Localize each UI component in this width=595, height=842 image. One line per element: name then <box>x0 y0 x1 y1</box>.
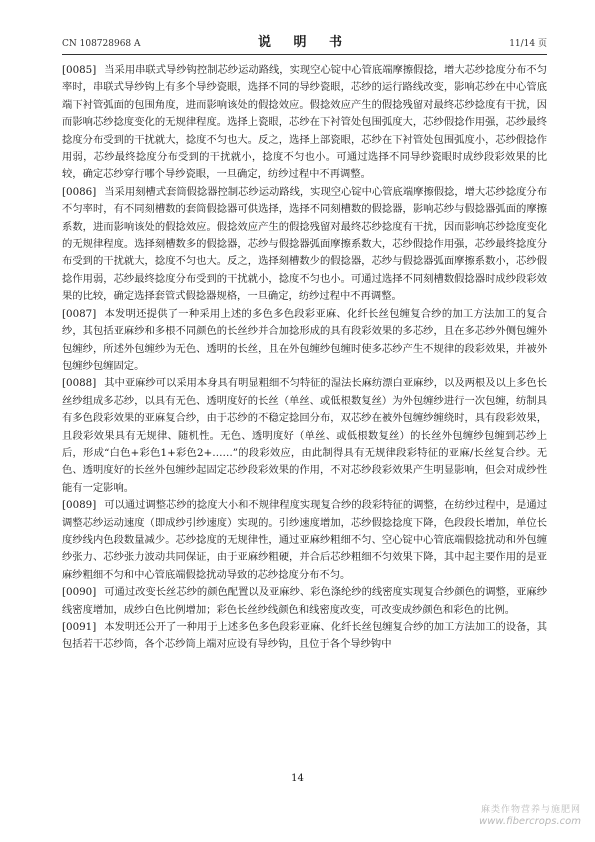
paragraph-number: [0088] <box>62 377 97 390</box>
paragraph-0085 <box>62 62 547 184</box>
paragraph-text: 其中亚麻纱可以采用本身具有明显粗细不匀特征的湿法长麻纺漂白亚麻纱，以及两根及以上多色长丝纱组成多芯纱，以具有无色、透明度好的长丝（单丝、或低根数复丝）为外包缠纱进行一次包缠，纺制具有多色段彩效果的亚麻复合纱，由于芯纱的不稳定捻回分布，双芯纱在被外包缠纱缠绕时，具有段彩效果，且段彩效果具有无规律、随机性。无色、透明度好（单丝、或低根数复丝）的长丝外包缠纱包缠到芯纱上后，形成“白色+彩色1+彩色2+……”的段彩效应，由此制得具有无规律段彩特征的亚麻/长丝复合纱。无色、透明度好的长丝外包缠纱起固定芯纱段彩效果的作用，不对芯纱段彩效果产生明显影响，但会对成纱性能有一定影响。 <box>62 377 548 494</box>
paragraph-number: [0091] <box>62 621 97 633</box>
document-title: 说 明 书 <box>257 35 352 50</box>
publication-number: CN 108728968 A <box>62 39 141 49</box>
paragraph-0090 <box>62 584 547 619</box>
paragraph-text: 当采用刻槽式套筒假捻器控制芯纱运动路线，实现空心锭中心管底端摩擦假捻，增大芯纱捻度分布不匀率时，有不同刻槽数的套筒假捻器可供选择，选择不同刻槽数的假捻器，影响芯纱与假捻器弧面的摩擦系数，进而影响该处的假捻效应。假捻效应产生的假捻残留对最终芯纱捻度有干扰，因而影响芯纱捻度变化的无规律程度。选择刻槽数多的假捻器，芯纱与假捻器弧面摩擦系数大，芯纱假捻作用强，芯纱最终捻度分布受到的干扰就大，捻度不匀也大。反之，选择刻槽数少的假捻器，芯纱与假捻器弧面摩擦系数小，芯纱假捻作用弱，芯纱最终捻度分布受到的干扰就小，捻度不匀也小。可通过选择不同刻槽数假捻器时成纱段彩效果的比较，确定选择套管式假捻器规格，一旦确定，纺纱过程中不再调整。 <box>62 185 548 303</box>
paragraph-0087 <box>62 306 547 376</box>
site-watermark <box>479 804 581 828</box>
paragraph-0088 <box>62 375 547 497</box>
paragraph-number: [0089] <box>62 499 97 512</box>
paragraph-number: [0086] <box>62 185 97 198</box>
document-body <box>62 62 547 654</box>
paragraph-text: 当采用串联式导纱钩控制芯纱运动路线，实现空心锭中心管底端摩擦假捻，增大芯纱捻度分布不匀率时，串联式导纱钩上有多个导纱瓷眼，选择不同的导纱瓷眼，芯纱的运行路线改变，影响芯纱在中心管底端下衬管弧面的包围角度，进而影响该处的假捻效应。假捻效应产生的假捻残留对最终芯纱捻度有干扰，因而影响芯纱捻度变化的无规律程度。选择上瓷眼，芯纱在下衬管处包围弧度大，芯纱假捻作用强，芯纱最终捻度分布受到的干扰就大，捻度不匀也大。反之，选择上部瓷眼，芯纱在下衬管处包围弧度小，芯纱假捻作用弱，芯纱最终捻度分布受到的干扰就小，捻度不匀也小。可通过选择不同导纱瓷眼时成纱段彩效果的比较，确定芯纱穿行哪个导纱瓷眼，一旦确定，纺纱过程中不再调整。 <box>62 64 548 181</box>
paragraph-text: 本发明还公开了一种用于上述多色多色段彩亚麻、化纤长丝包缠复合纱的加工方法加工的设备，其包括若干芯纱筒，各个芯纱筒上端对应设有导纱钩，且位于各个导纱钩中 <box>62 621 548 651</box>
paragraph-number: [0090] <box>62 586 97 599</box>
paragraph-text: 可以通过调整芯纱的捻度大小和不规律程度实现复合纱的段彩特征的调整，在纺纱过程中，是通过调整芯纱运动速度（即成纱引纱速度）实现的。引纱速度增加，芯纱假捻捻度下降，色段段长增加，单位长度纱线内色段数量减少。芯纱捻度的无规律性，通过亚麻纱粗细不匀、空心锭中心管底端假捻扰动和外包缠纱张力、芯纱张力波动共同保证，由于亚麻纱粗硬，并合后芯纱粗细不匀效果下降，其中起主要作用的是亚麻纱粗细不匀和中心管底端假捻扰动导致的芯纱捻度分布不匀。 <box>62 499 548 581</box>
paragraph-text: 本发明还提供了一种采用上述的多色多色段彩亚麻、化纤长丝包缠复合纱的加工方法加工的复合纱，其包括亚麻纱和多根不同颜色的长丝纱并合加捻形成的具有段彩效果的多芯纱，且在多芯纱外侧包缠外包缠纱，所述外包缠纱为无色、透明的长丝，且在外包缠纱包缠时使多芯纱产生不规律的段彩效果，并被外包缠纱包缠固定。 <box>62 307 547 372</box>
watermark-site-name: 麻类作物营养与施肥网 <box>480 805 581 815</box>
paragraph-0091 <box>62 619 547 654</box>
watermark-site-url: www.fibercrops.com <box>479 816 581 827</box>
paragraph-number: [0087] <box>62 307 97 320</box>
paragraph-0089 <box>62 497 547 584</box>
paragraph-0086 <box>62 184 547 306</box>
page-number: 14 <box>291 773 304 784</box>
paragraph-text: 可通过改变长丝芯纱的颜色配置以及亚麻纱、彩色涤纶纱的线密度实现复合纱颜色的调整，亚麻纱线密度增加，成纱白色比例增加；彩色长丝纱线颜色和线密度改变，可改变成纱颜色和彩色的比例。 <box>62 586 548 616</box>
page-header <box>62 30 547 55</box>
paragraph-number: [0085] <box>62 64 97 76</box>
page-reference: 11/14 页 <box>509 39 547 49</box>
